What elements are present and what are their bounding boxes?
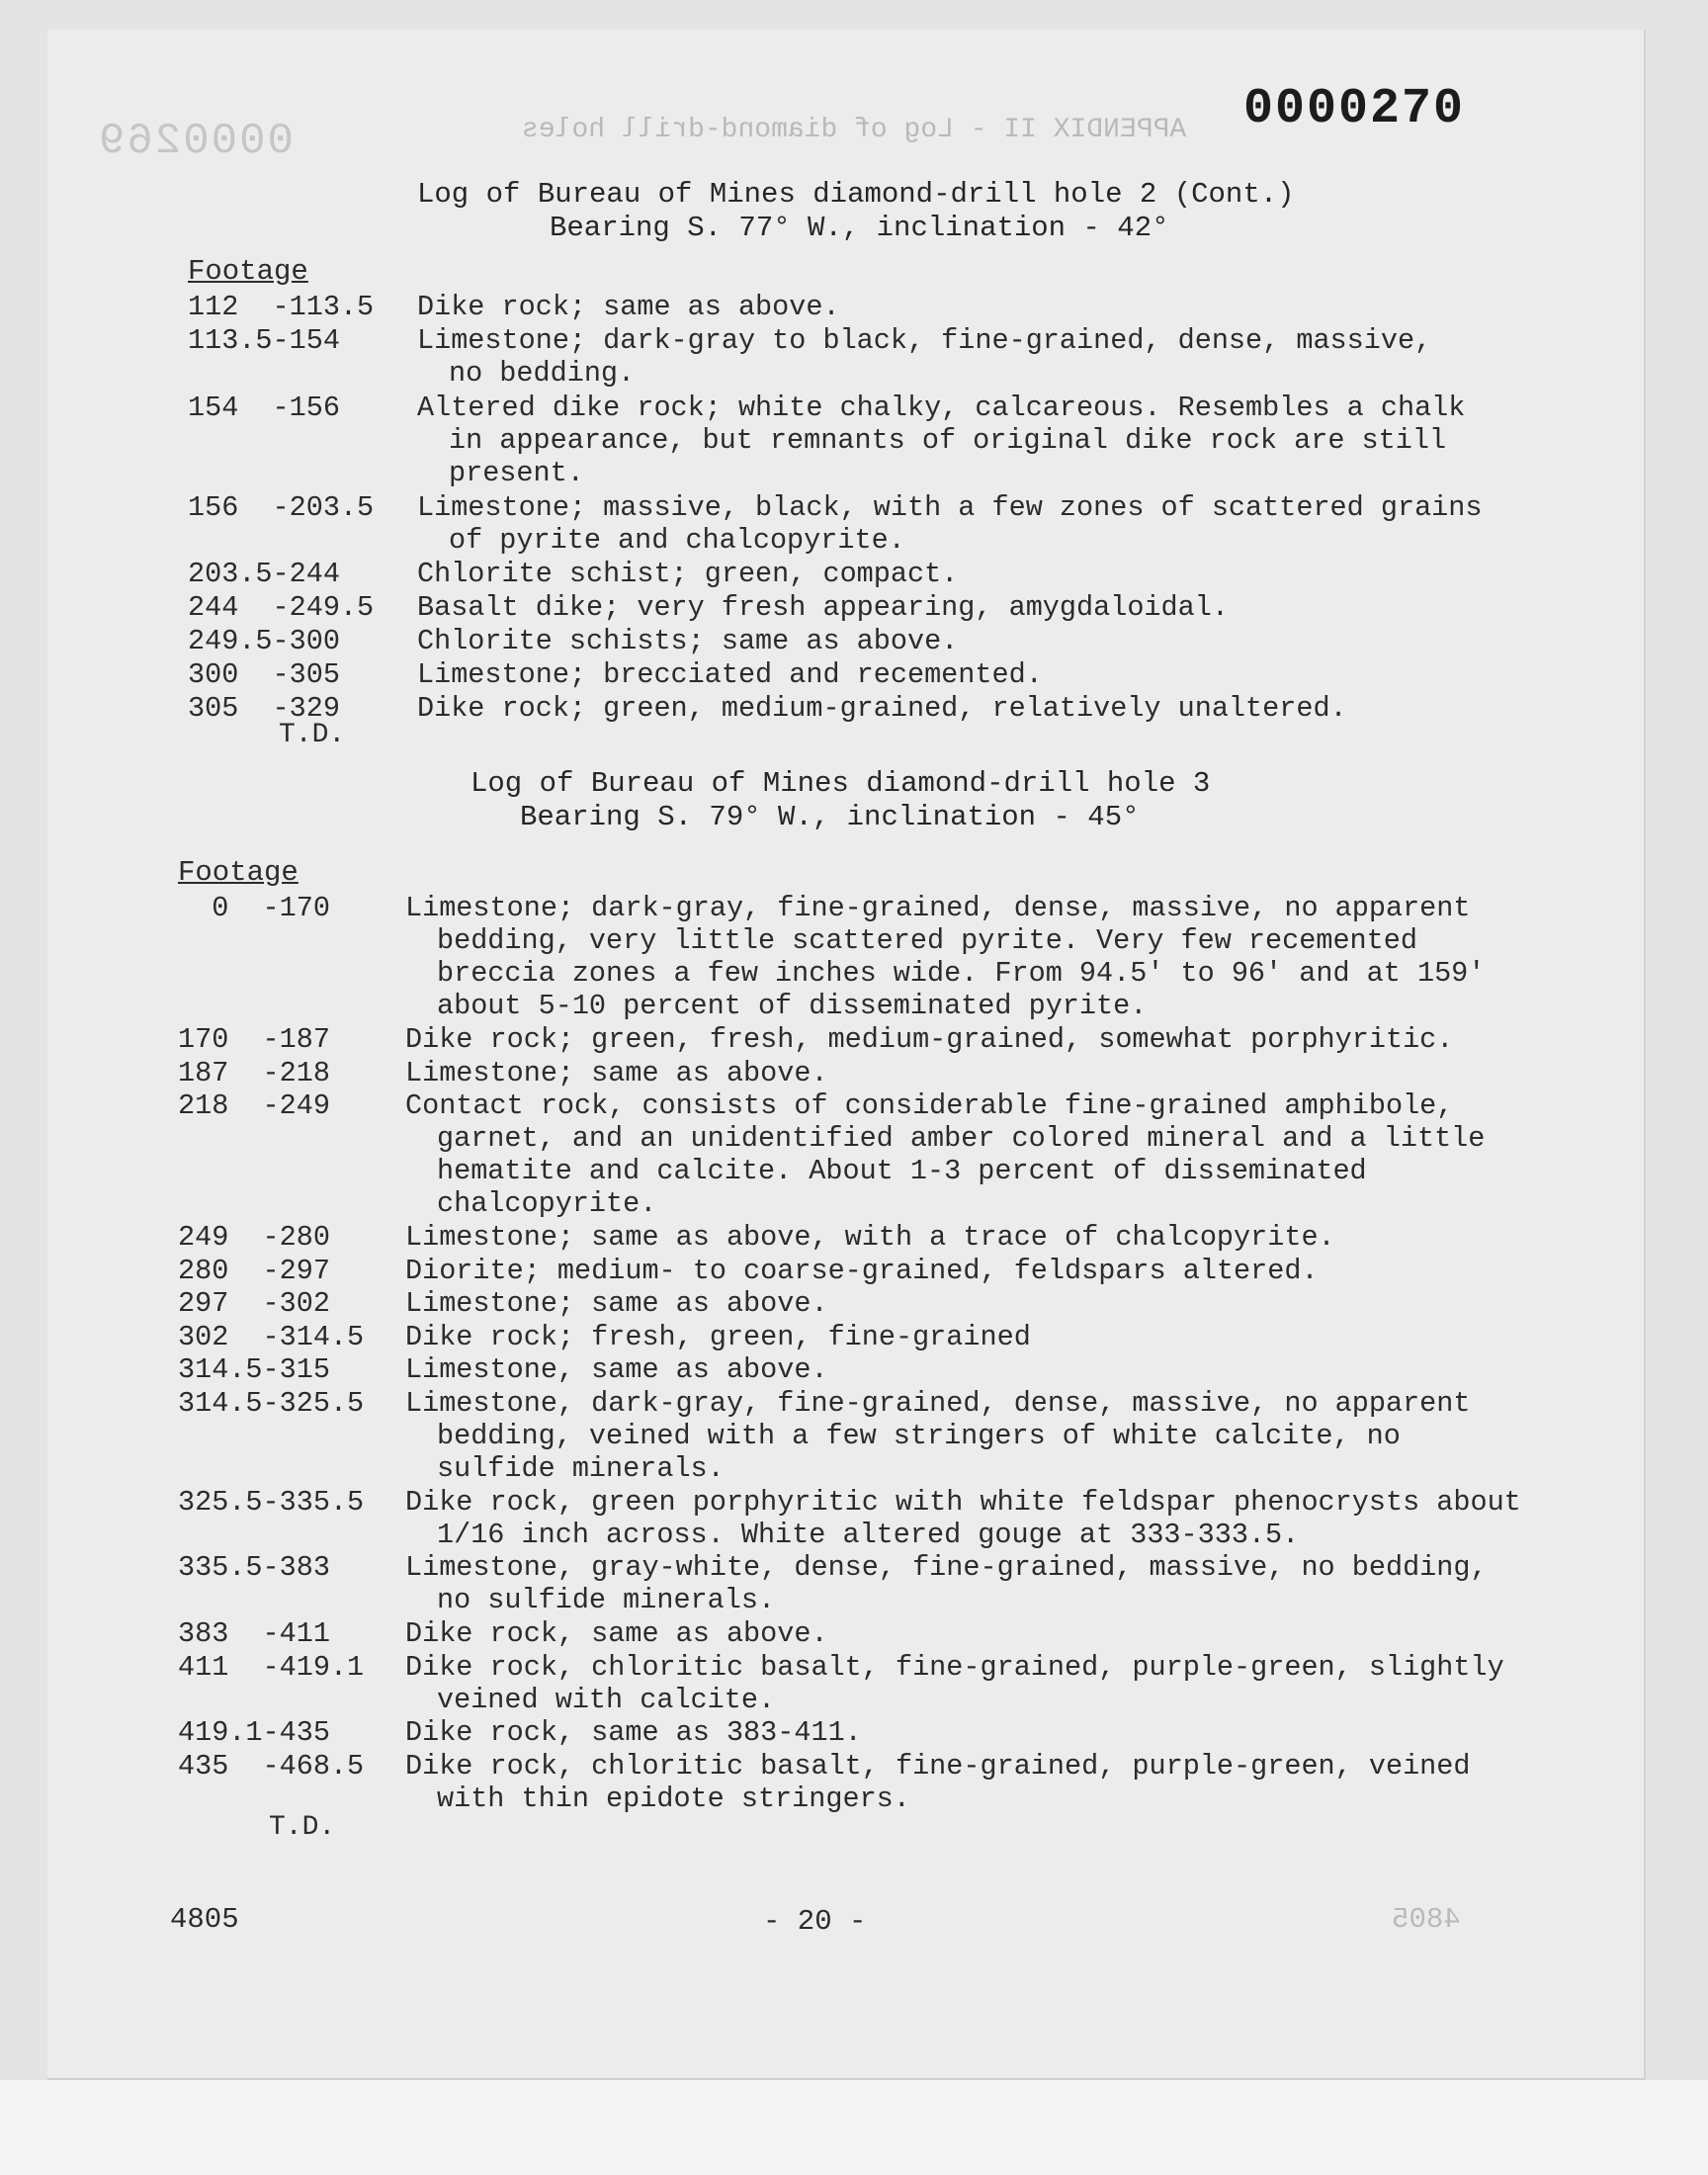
footage-interval: 305 -329 <box>188 692 340 725</box>
footage-interval: 156 -203.5 <box>188 490 375 524</box>
rock-description <box>405 1750 1470 1815</box>
description-line: Dike rock; green, medium-grained, relatively unaltered. <box>417 692 1347 725</box>
rock-description <box>405 1089 1485 1220</box>
description-line: bedding, very little scattered pyrite. Very few recemented <box>437 924 1417 957</box>
rock-description <box>405 1287 828 1320</box>
rock-description <box>417 692 1347 725</box>
section1-footage-header: Footage <box>188 255 308 288</box>
section1-total-depth: T.D. <box>279 720 346 750</box>
footage-interval: 113.5-154 <box>188 324 340 357</box>
rock-description <box>405 1353 828 1386</box>
footage-interval: 187 -218 <box>178 1056 330 1089</box>
description-line: Limestone, gray-white, dense, fine-grained, massive, no bedding, <box>405 1551 1488 1585</box>
rock-description <box>405 1551 1488 1616</box>
description-line: Dike rock; same as above. <box>417 291 840 323</box>
description-line: Dike rock, green porphyritic with white feldspar phenocrysts about <box>405 1485 1521 1519</box>
section2-title: Log of Bureau of Mines diamond-drill hole 3 <box>470 767 1211 800</box>
scan-margin <box>0 2080 1708 2175</box>
footage-interval: 249.5-300 <box>188 625 340 657</box>
footage-interval: 302 -314.5 <box>178 1320 365 1353</box>
footage-interval: 419.1-435 <box>178 1716 330 1750</box>
footage-interval: 314.5-315 <box>178 1353 330 1387</box>
footage-interval: 170 -187 <box>178 1023 330 1057</box>
description-line: of pyrite and chalcopyrite. <box>449 523 905 557</box>
description-line: no bedding. <box>449 357 636 390</box>
description-line: veined with calcite. <box>437 1683 776 1716</box>
rock-description <box>405 1023 1453 1056</box>
section1-bearing: Bearing S. 77° W., inclination - 42° <box>550 212 1169 244</box>
description-line: Limestone; brecciated and recemented. <box>417 658 1043 691</box>
footage-interval: 435 -468.5 <box>178 1749 365 1783</box>
description-line: Limestone; dark-gray to black, fine-grained, dense, massive, <box>417 324 1432 357</box>
footage-interval: 112 -113.5 <box>188 291 375 323</box>
section2-total-depth: T.D. <box>269 1812 336 1843</box>
bleed-through-doc-number: 0000269 <box>97 117 294 166</box>
footage-interval: 0 -170 <box>178 892 330 924</box>
description-line: Altered dike rock; white chalky, calcareous. Resembles a chalk <box>417 391 1466 424</box>
description-line: hematite and calcite. About 1-3 percent of disseminated <box>437 1155 1367 1188</box>
description-line: in appearance, but remnants of original dike rock are still <box>449 423 1447 457</box>
bleed-through-appendix-heading: APPENDIX II - Log of diamond-drill holes <box>522 115 1187 145</box>
description-line: Dike rock, chloritic basalt, fine-grained, purple-green, veined <box>405 1749 1471 1783</box>
page-number: - 20 - <box>763 1905 867 1938</box>
description-line: Limestone; same as above. <box>405 1287 828 1321</box>
rock-description <box>417 324 1431 390</box>
rock-description <box>417 591 1229 624</box>
rock-description <box>405 1255 1319 1287</box>
description-line: breccia zones a few inches wide. From 94.5' to 96' and at 159' <box>437 957 1486 990</box>
description-line: Diorite; medium- to coarse-grained, feldspars altered. <box>405 1254 1319 1287</box>
description-line: Dike rock, same as above. <box>405 1617 828 1650</box>
rock-description <box>405 1221 1335 1254</box>
footage-interval: 325.5-335.5 <box>178 1485 365 1519</box>
description-line: Dike rock; green, fresh, medium-grained, somewhat porphyritic. <box>405 1023 1454 1057</box>
description-line: chalcopyrite. <box>437 1187 657 1221</box>
description-line: Limestone; same as above. <box>405 1056 828 1089</box>
footage-interval: 314.5-325.5 <box>178 1386 365 1420</box>
footage-interval: 249 -280 <box>178 1221 330 1255</box>
rock-description <box>405 1716 862 1749</box>
rock-description <box>405 1321 1031 1353</box>
description-line: Limestone; dark-gray, fine-grained, dense, massive, no apparent <box>405 892 1471 924</box>
rock-description <box>405 1486 1521 1551</box>
footage-interval: 218 -249 <box>178 1089 330 1123</box>
description-line: Basalt dike; very fresh appearing, amygdaloidal. <box>417 591 1229 624</box>
footage-interval: 280 -297 <box>178 1254 330 1287</box>
description-line: bedding, veined with a few stringers of white calcite, no <box>437 1419 1401 1452</box>
footage-interval: 300 -305 <box>188 658 340 691</box>
section1-title: Log of Bureau of Mines diamond-drill hole 2 (Cont.) <box>417 178 1295 211</box>
section2-bearing: Bearing S. 79° W., inclination - 45° <box>520 801 1140 833</box>
description-line: Dike rock, same as 383-411. <box>405 1716 862 1750</box>
bleed-through-footer-number: 4805 <box>1392 1903 1461 1936</box>
description-line: Contact rock, consists of considerable fine-grained amphibole, <box>405 1089 1454 1123</box>
description-line: Limestone, same as above. <box>405 1353 828 1387</box>
rock-description <box>417 625 958 657</box>
footer-document-code: 4805 <box>170 1903 239 1936</box>
description-line: Dike rock, chloritic basalt, fine-grained, purple-green, slightly <box>405 1650 1504 1684</box>
description-line: present. <box>449 456 584 489</box>
footage-interval: 154 -156 <box>188 391 340 424</box>
description-line: garnet, and an unidentified amber colored mineral and a little <box>437 1122 1486 1156</box>
rock-description <box>417 491 1482 557</box>
description-line: no sulfide minerals. <box>437 1584 776 1617</box>
description-line: Limestone; massive, black, with a few zones of scattered grains <box>417 490 1483 524</box>
description-line: about 5-10 percent of disseminated pyrite. <box>437 990 1148 1022</box>
rock-description <box>405 1057 828 1089</box>
rock-description <box>405 892 1485 1022</box>
description-line: Limestone; same as above, with a trace of chalcopyrite. <box>405 1221 1335 1255</box>
description-line: Chlorite schists; same as above. <box>417 625 959 657</box>
rock-description <box>405 1387 1470 1485</box>
footage-interval: 203.5-244 <box>188 558 340 590</box>
footage-interval: 411 -419.1 <box>178 1650 365 1684</box>
description-line: Dike rock; fresh, green, fine-grained <box>405 1320 1031 1353</box>
rock-description <box>417 392 1465 489</box>
document-number: 0000270 <box>1243 81 1466 137</box>
description-line: Chlorite schist; green, compact. <box>417 558 959 590</box>
footage-interval: 383 -411 <box>178 1617 330 1650</box>
rock-description <box>405 1651 1504 1716</box>
section2-footage-header: Footage <box>178 856 299 889</box>
footage-interval: 297 -302 <box>178 1287 330 1321</box>
footage-interval: 244 -249.5 <box>188 591 375 624</box>
footage-interval: 335.5-383 <box>178 1551 330 1585</box>
description-line: sulfide minerals. <box>437 1451 725 1485</box>
rock-description <box>417 558 958 590</box>
rock-description <box>417 291 840 323</box>
description-line: 1/16 inch across. White altered gouge at 333-333.5. <box>437 1518 1300 1551</box>
rock-description <box>405 1617 828 1650</box>
description-line: with thin epidote stringers. <box>437 1782 910 1815</box>
description-line: Limestone, dark-gray, fine-grained, dense, massive, no apparent <box>405 1386 1471 1420</box>
rock-description <box>417 658 1043 691</box>
